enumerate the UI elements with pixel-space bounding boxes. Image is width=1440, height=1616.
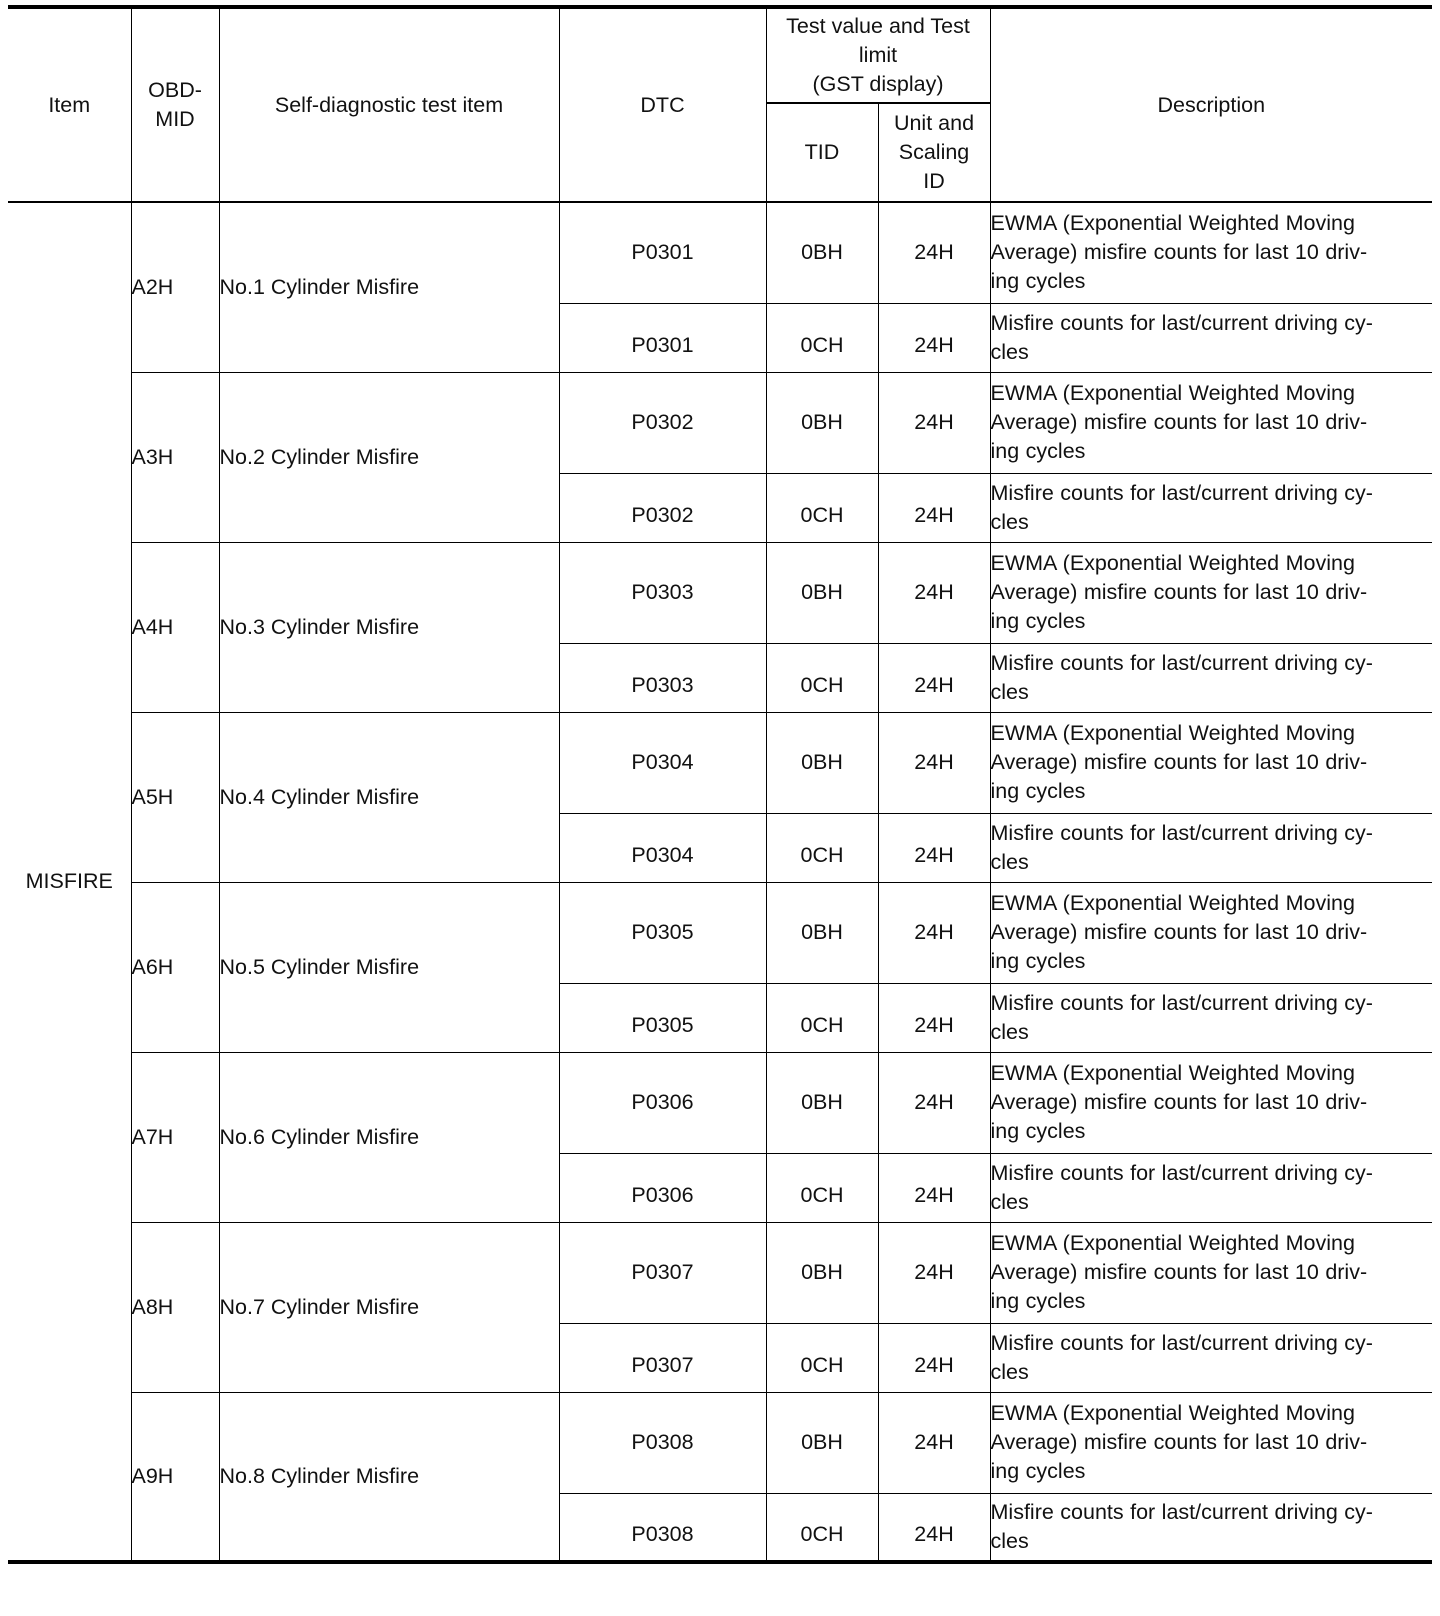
- unit-scaling-cell: 24H: [878, 202, 990, 303]
- description-cell: [990, 202, 1432, 303]
- tid-cell: 0CH: [766, 303, 878, 372]
- description-line: ing cycles: [990, 779, 1086, 803]
- header-test-item: Self-diagnostic test item: [219, 7, 559, 202]
- description-line: cles: [990, 679, 1029, 704]
- tid-cell: 0BH: [766, 1052, 878, 1153]
- description-cell: [990, 882, 1432, 983]
- unit-scaling-cell: 24H: [878, 1323, 990, 1392]
- description-line: Misfire counts for last/current driving cy-: [990, 1330, 1373, 1355]
- description-line: Average) misfire counts for last 10 driv-: [990, 410, 1368, 434]
- tid-cell: 0CH: [766, 473, 878, 542]
- header-unit-line: ID: [923, 169, 945, 193]
- dtc-cell: P0306: [559, 1153, 766, 1222]
- description-line: EWMA (Exponential Weighted Moving: [990, 891, 1355, 915]
- description-line: Average) misfire counts for last 10 driv-: [990, 1260, 1368, 1284]
- description-line: Misfire counts for last/current driving cy-: [990, 480, 1373, 505]
- unit-scaling-cell: 24H: [878, 473, 990, 542]
- header-unit-line: Unit and: [893, 111, 975, 135]
- header-description: Description: [990, 7, 1432, 202]
- description-line: Misfire counts for last/current driving cy-: [990, 990, 1373, 1015]
- description-line: ing cycles: [990, 1459, 1086, 1483]
- header-obd-mid: [131, 7, 219, 202]
- description-line: cles: [990, 1359, 1029, 1384]
- test-item-cell: No.5 Cylinder Misfire: [219, 882, 559, 1052]
- header-test-value-line: (GST display): [812, 72, 944, 96]
- unit-scaling-cell: 24H: [878, 983, 990, 1052]
- description-cell: [990, 983, 1432, 1052]
- description-line: EWMA (Exponential Weighted Moving: [990, 211, 1355, 236]
- test-item-cell: No.6 Cylinder Misfire: [219, 1052, 559, 1222]
- table-row: [8, 542, 1432, 643]
- header-test-value-line: limit: [858, 43, 898, 67]
- description-line: Average) misfire counts for last 10 driv-: [990, 1430, 1368, 1454]
- description-line: Misfire counts for last/current driving cy-: [990, 310, 1373, 335]
- unit-scaling-cell: 24H: [878, 1222, 990, 1323]
- obd-mid-cell: A3H: [131, 372, 219, 542]
- description-line: Misfire counts for last/current driving cy-: [990, 1160, 1373, 1185]
- unit-scaling-cell: 24H: [878, 882, 990, 983]
- description-line: ing cycles: [990, 1119, 1086, 1143]
- description-cell: [990, 1052, 1432, 1153]
- description-cell: [990, 473, 1432, 542]
- header-unit-line: Scaling: [898, 140, 970, 164]
- description-line: cles: [990, 1019, 1029, 1044]
- tid-cell: 0BH: [766, 882, 878, 983]
- tid-cell: 0BH: [766, 542, 878, 643]
- description-cell: [990, 372, 1432, 473]
- tid-cell: 0BH: [766, 372, 878, 473]
- header-test-value: [766, 7, 990, 103]
- description-line: Average) misfire counts for last 10 driv-: [990, 920, 1368, 944]
- unit-scaling-cell: 24H: [878, 542, 990, 643]
- description-line: ing cycles: [990, 949, 1086, 973]
- unit-scaling-cell: 24H: [878, 643, 990, 712]
- dtc-cell: P0308: [559, 1392, 766, 1493]
- description-line: cles: [990, 1189, 1029, 1214]
- tid-cell: 0BH: [766, 1392, 878, 1493]
- unit-scaling-cell: 24H: [878, 813, 990, 882]
- table-header: [8, 7, 1432, 202]
- dtc-cell: P0304: [559, 813, 766, 882]
- unit-scaling-cell: 24H: [878, 303, 990, 372]
- table-row: [8, 1392, 1432, 1493]
- description-line: Misfire counts for last/current driving cy-: [990, 650, 1373, 675]
- test-item-cell: No.3 Cylinder Misfire: [219, 542, 559, 712]
- table-row: [8, 1052, 1432, 1153]
- tid-cell: 0BH: [766, 712, 878, 813]
- description-cell: [990, 303, 1432, 372]
- description-line: Average) misfire counts for last 10 driv-: [990, 240, 1368, 265]
- description-line: cles: [990, 1528, 1029, 1553]
- unit-scaling-cell: 24H: [878, 1493, 990, 1562]
- dtc-cell: P0306: [559, 1052, 766, 1153]
- description-line: EWMA (Exponential Weighted Moving: [990, 721, 1355, 745]
- description-line: Average) misfire counts for last 10 driv-: [990, 750, 1368, 774]
- obd-mid-cell: A6H: [131, 882, 219, 1052]
- dtc-cell: P0303: [559, 542, 766, 643]
- dtc-cell: P0301: [559, 202, 766, 303]
- misfire-dtc-table: [8, 5, 1432, 1564]
- unit-scaling-cell: 24H: [878, 1392, 990, 1493]
- obd-mid-cell: A2H: [131, 202, 219, 372]
- obd-mid-cell: A4H: [131, 542, 219, 712]
- description-line: ing cycles: [990, 609, 1086, 633]
- tid-cell: 0BH: [766, 202, 878, 303]
- table-body: [8, 202, 1432, 1562]
- unit-scaling-cell: 24H: [878, 712, 990, 813]
- tid-cell: 0CH: [766, 1323, 878, 1392]
- description-cell: [990, 813, 1432, 882]
- test-item-cell: No.8 Cylinder Misfire: [219, 1392, 559, 1562]
- page: [8, 5, 1432, 1564]
- obd-mid-cell: A7H: [131, 1052, 219, 1222]
- table-row: [8, 202, 1432, 303]
- obd-mid-cell: A9H: [131, 1392, 219, 1562]
- obd-mid-cell: A8H: [131, 1222, 219, 1392]
- description-line: ing cycles: [990, 439, 1086, 463]
- table-row: [8, 882, 1432, 983]
- description-cell: [990, 1323, 1432, 1392]
- description-line: EWMA (Exponential Weighted Moving: [990, 1401, 1355, 1425]
- description-cell: [990, 1153, 1432, 1222]
- test-item-cell: No.2 Cylinder Misfire: [219, 372, 559, 542]
- description-cell: [990, 1392, 1432, 1493]
- dtc-cell: P0307: [559, 1323, 766, 1392]
- header-tid: TID: [766, 103, 878, 202]
- dtc-cell: P0301: [559, 303, 766, 372]
- dtc-cell: P0305: [559, 882, 766, 983]
- tid-cell: 0CH: [766, 643, 878, 712]
- tid-cell: 0BH: [766, 1222, 878, 1323]
- description-line: Average) misfire counts for last 10 driv-: [990, 1090, 1368, 1114]
- description-cell: [990, 1222, 1432, 1323]
- tid-cell: 0CH: [766, 983, 878, 1052]
- description-line: Average) misfire counts for last 10 driv-: [990, 580, 1368, 604]
- dtc-cell: P0305: [559, 983, 766, 1052]
- description-line: EWMA (Exponential Weighted Moving: [990, 1061, 1355, 1085]
- dtc-cell: P0308: [559, 1493, 766, 1562]
- description-line: ing cycles: [990, 269, 1086, 294]
- dtc-cell: P0304: [559, 712, 766, 813]
- tid-cell: 0CH: [766, 1493, 878, 1562]
- table-row: [8, 712, 1432, 813]
- header-dtc: DTC: [559, 7, 766, 202]
- description-cell: [990, 542, 1432, 643]
- description-line: cles: [990, 509, 1029, 534]
- header-obd-mid-line: MID: [155, 107, 195, 131]
- description-line: cles: [990, 849, 1029, 874]
- test-item-cell: No.1 Cylinder Misfire: [219, 202, 559, 372]
- header-obd-mid-line: OBD-: [148, 78, 202, 102]
- item-cell: MISFIRE: [8, 202, 131, 1562]
- description-line: EWMA (Exponential Weighted Moving: [990, 1231, 1355, 1255]
- header-unit: [878, 103, 990, 202]
- table-row: [8, 372, 1432, 473]
- unit-scaling-cell: 24H: [878, 1153, 990, 1222]
- header-item: Item: [8, 7, 131, 202]
- obd-mid-cell: A5H: [131, 712, 219, 882]
- tid-cell: 0CH: [766, 1153, 878, 1222]
- dtc-cell: P0307: [559, 1222, 766, 1323]
- dtc-cell: P0302: [559, 473, 766, 542]
- dtc-cell: P0302: [559, 372, 766, 473]
- description-line: Misfire counts for last/current driving cy-: [990, 1499, 1373, 1524]
- unit-scaling-cell: 24H: [878, 1052, 990, 1153]
- dtc-cell: P0303: [559, 643, 766, 712]
- description-line: ing cycles: [990, 1289, 1086, 1313]
- header-test-value-line: Test value and Test: [786, 14, 970, 38]
- description-line: cles: [990, 339, 1029, 364]
- description-line: Misfire counts for last/current driving cy-: [990, 820, 1373, 845]
- description-cell: [990, 643, 1432, 712]
- description-cell: [990, 712, 1432, 813]
- test-item-cell: No.7 Cylinder Misfire: [219, 1222, 559, 1392]
- tid-cell: 0CH: [766, 813, 878, 882]
- unit-scaling-cell: 24H: [878, 372, 990, 473]
- table-row: [8, 1222, 1432, 1323]
- description-line: EWMA (Exponential Weighted Moving: [990, 381, 1355, 405]
- description-cell: [990, 1493, 1432, 1562]
- description-line: EWMA (Exponential Weighted Moving: [990, 551, 1355, 575]
- test-item-cell: No.4 Cylinder Misfire: [219, 712, 559, 882]
